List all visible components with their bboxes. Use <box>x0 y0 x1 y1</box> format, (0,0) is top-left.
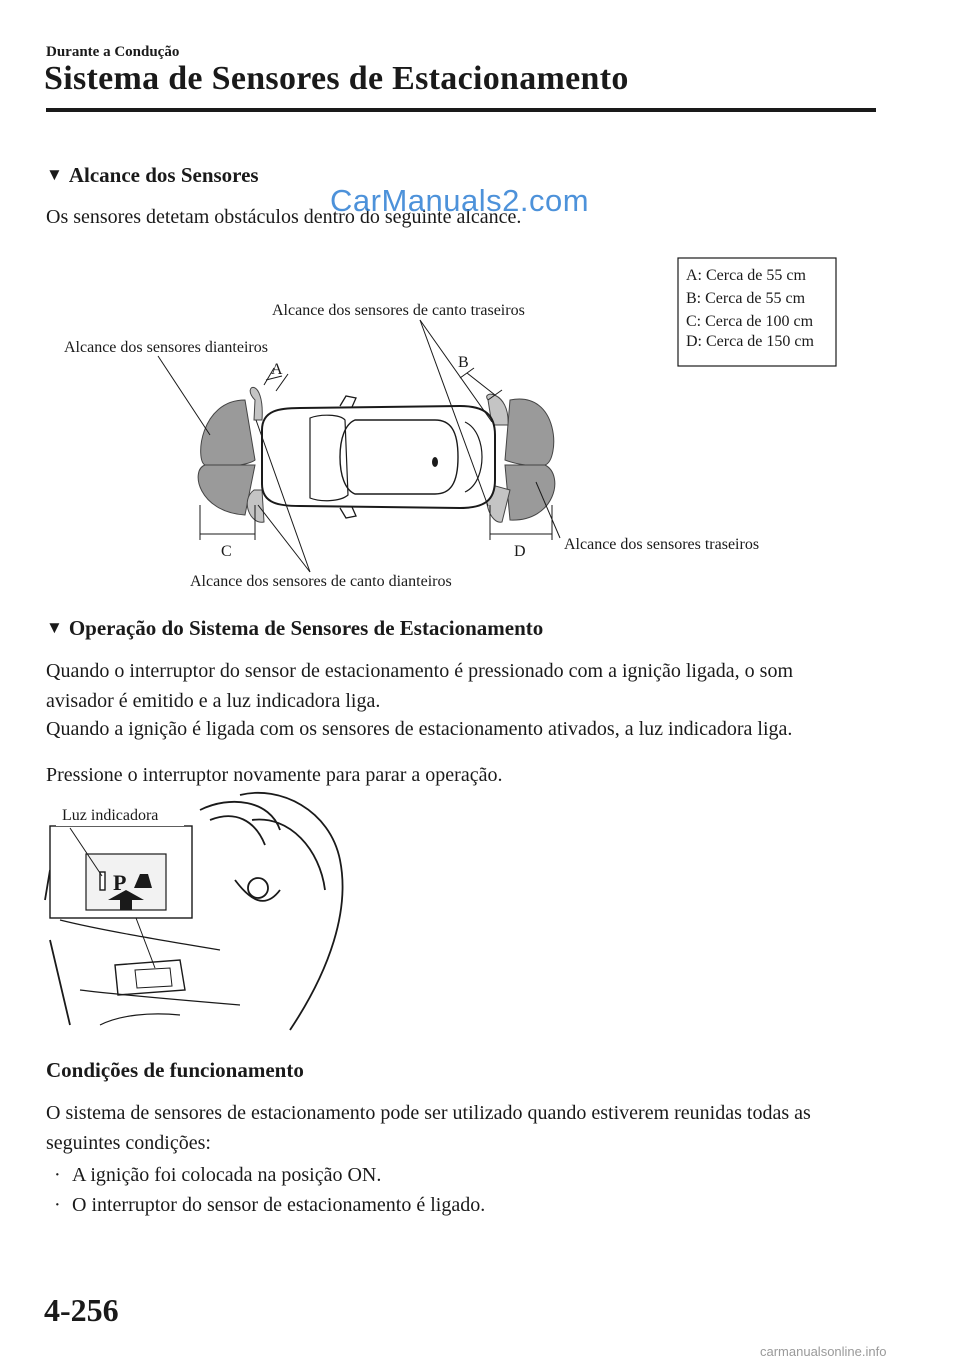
parking-p-symbol: P <box>113 870 127 895</box>
triangle-bullet-icon: ▼ <box>46 618 63 637</box>
page-title: Sistema de Sensores de Estacionamento <box>44 60 629 97</box>
rear-sensor-range-lobes <box>505 399 555 520</box>
operation-paragraph-1: Quando o interruptor do sensor de estacionamento é pressionado com a ignição ligada, o som avisador é emitido e a luz indicadora liga. <box>46 660 794 712</box>
bullet-dot-icon: · <box>54 1194 61 1216</box>
legend-a: A: Cerca de 55 cm <box>686 267 806 284</box>
dimension-b-letter: B <box>458 354 469 371</box>
dimension-c-letter: C <box>221 543 232 560</box>
dashboard-switch-illustration <box>40 790 370 1040</box>
section-heading-text: Operação do Sistema de Sensores de Estacionamento <box>68 616 544 640</box>
operation-paragraph-3: Pressione o interruptor novamente para parar a operação. <box>46 764 503 786</box>
watermark-logo: CarManuals2.com <box>330 183 590 218</box>
legend-d: D: Cerca de 150 cm <box>686 333 814 350</box>
front-sensor-range-lobes <box>198 400 255 515</box>
section-text-sensor-range: Os sensores detetam obstáculos dentro do seguinte alcance. <box>46 206 522 228</box>
operation-paragraph-2: Quando a ignição é ligada com os sensores de estacionamento ativados, a luz indicadora liga. <box>46 718 793 740</box>
label-front-sensor-range: Alcance dos sensores dianteiros <box>64 339 268 356</box>
title-rule <box>46 108 876 112</box>
label-rear-sensor-range: Alcance dos sensores traseiros <box>564 536 760 553</box>
section-heading-operation <box>46 616 543 641</box>
label-front-corner-sensor-range: Alcance dos sensores de canto dianteiros <box>190 573 452 590</box>
footer-watermark: carmanualsonline.info <box>760 1344 887 1359</box>
conditions-text: O sistema de sensores de estacionamento pode ser utilizado quando estiverem reunidas todas as seguintes condições: <box>46 1102 811 1154</box>
dimension-a-letter: A <box>271 361 283 378</box>
triangle-bullet-icon: ▼ <box>46 165 63 184</box>
condition-item-text: A ignição foi colocada na posição ON. <box>72 1164 382 1186</box>
condition-item <box>54 1160 381 1190</box>
section-heading-conditions: Condições de funcionamento <box>46 1058 304 1082</box>
dimension-d-letter: D <box>514 543 526 560</box>
condition-item-text: O interruptor do sensor de estacionamento é ligado. <box>72 1194 486 1216</box>
bullet-dot-icon: · <box>54 1164 61 1186</box>
chapter-label: Durante a Condução <box>46 44 180 60</box>
legend-b: B: Cerca de 55 cm <box>686 290 806 307</box>
section-heading-text: Alcance dos Sensores <box>68 163 259 187</box>
label-rear-corner-sensor-range: Alcance dos sensores de canto traseiros <box>272 302 525 319</box>
car-top-view <box>262 396 495 518</box>
sensor-range-diagram <box>40 250 860 600</box>
indicator-label: Luz indicadora <box>62 807 159 824</box>
condition-item <box>54 1190 485 1220</box>
section-heading-sensor-range <box>46 163 259 188</box>
page-number: 4-256 <box>44 1292 119 1328</box>
legend-c: C: Cerca de 100 cm <box>686 313 814 330</box>
